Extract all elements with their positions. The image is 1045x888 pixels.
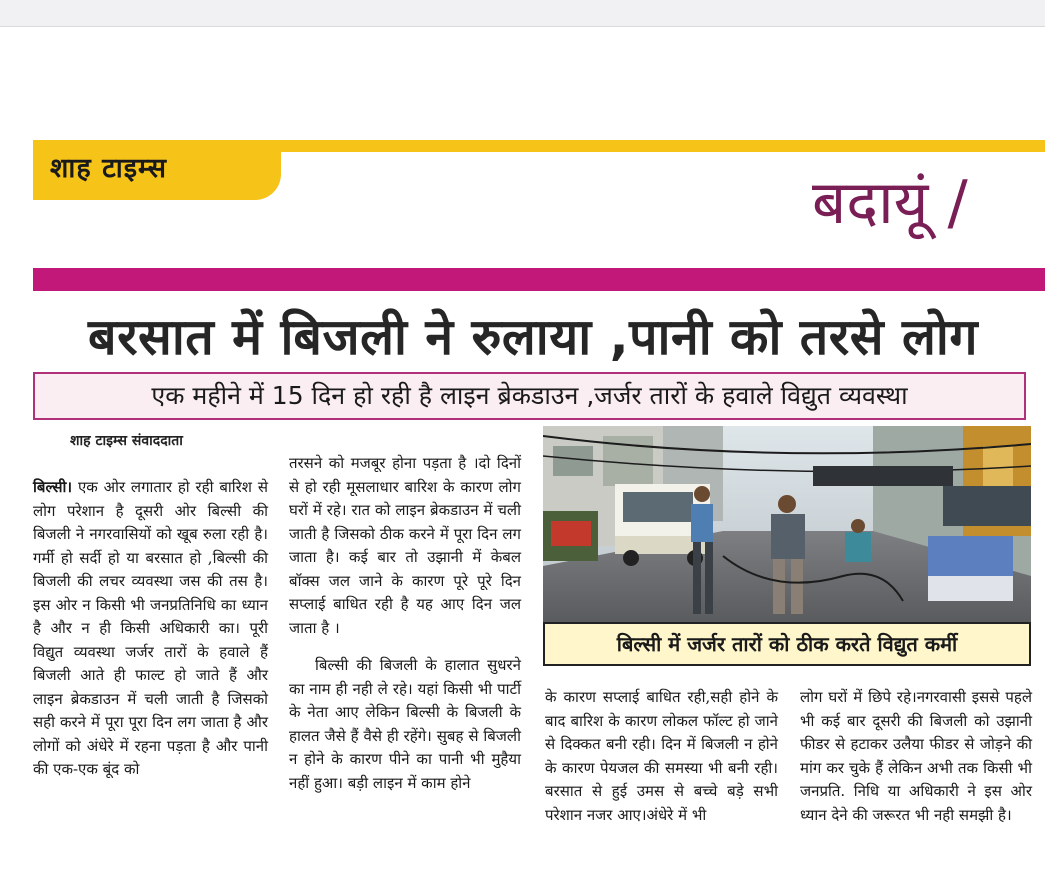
news-photo xyxy=(543,426,1031,622)
masthead-magenta-bar xyxy=(33,268,1045,291)
column-2-paragraph-1: तरसने को मजबूर होना पड़ता है ।दो दिनों से हो रही मूसलाधार बारिश के कारण लोग घरों में रहे। रात को लाइन ब्रेकडाउन में चली जाती है जिसको ठीक करने में पूरा दिन लग जाता है। कई बार तो उझानी में केबल बॉक्स जल जाने के कारण पूरे पूरे दिन सप्लाई बाधित रही है यह आए दिन जल जाता है । xyxy=(289,454,521,637)
article-column-3 xyxy=(545,686,778,827)
article-column-2 xyxy=(289,452,521,795)
column-4-text: लोग घरों में छिपे रहे।नगरवासी इससे पहले भी कई बार दूसरी की बिजली को उझानी फीडर से हटाकर उलैया फीडर से जोड़ने की मांग कर चुके हैं लेकिन अभी तक किसी भी जनप्रति. निधि या अधिकारी ने इस ओर ध्यान देने की जरूरत भी नही समझी है। xyxy=(800,688,1032,824)
article-column-4 xyxy=(800,686,1032,827)
photo-caption: बिल्सी में जर्जर तारों को ठीक करते विद्युत कर्मी xyxy=(616,632,958,656)
article-paragraph xyxy=(33,476,268,782)
viewer-top-bar xyxy=(0,0,1045,27)
column-3-text: के कारण सप्लाई बाधित रही,सही होने के बाद बारिश के कारण लोकल फॉल्ट हो जाने से दिक्कत बनी रही। दिन में बिजली न होने के कारण पेयजल की समस्या भी बनी रही। बरसात से हुई उमस से बच्चे बड़े सभी परेशान नजर आए।अंधेरे में भी xyxy=(545,688,778,824)
byline: शाह टाइम्स संवाददाता xyxy=(70,433,183,449)
city-name: बदायूं / xyxy=(812,168,968,238)
paper-name: शाह टाइम्स xyxy=(50,153,167,184)
article-column-1 xyxy=(33,476,268,782)
column-1-text: एक ओर लगातार हो रही बारिश से लोग परेशान है दूसरी ओर बिल्सी की बिजली ने नगरवासियों को खूब रुला रही है। गर्मी हो सर्दी हो या बरसात हो ,बिल्सी की बिजली की लचर व्यवस्था जस की तस है।इस ओर न किसी भी जनप्रतिनिधि का ध्यान है और न ही किसी अधिकारी का। पूरी विद्युत व्यवस्था जर्जर तारों के हवाले हैं बिजली आते ही फाल्ट हो जाते हैं और लाइन ब्रेकडाउन में चली जाती है जिसको सही करने में पूरा पूरा दिन लग जाता है और लोगों को अंधेरे में रहना पड़ता है और पानी की एक-एक बूंद को xyxy=(33,478,268,778)
column-2-paragraph-2: बिल्सी की बिजली के हालात सुधरने का नाम ही नही ले रहे। यहां किसी भी पार्टी के नेता आए लेकिन बिल्सी के बिजली के हालत जैसे हैं वैसे ही रहेंगे। सुबह से बिजली न होने के कारण पीने का पानी भी मुहैया नहीं हुआ। बड़ी लाइन में काम होने xyxy=(289,656,521,792)
subheadline: एक महीने में 15 दिन हो रही है लाइन ब्रेकडाउन ,जर्जर तारों के हवाले विद्युत व्यवस्था xyxy=(151,381,908,410)
headline: बरसात में बिजली ने रुलाया ,पानी को तरसे लोग xyxy=(88,308,978,366)
lead-place: बिल्सी। xyxy=(33,478,73,496)
